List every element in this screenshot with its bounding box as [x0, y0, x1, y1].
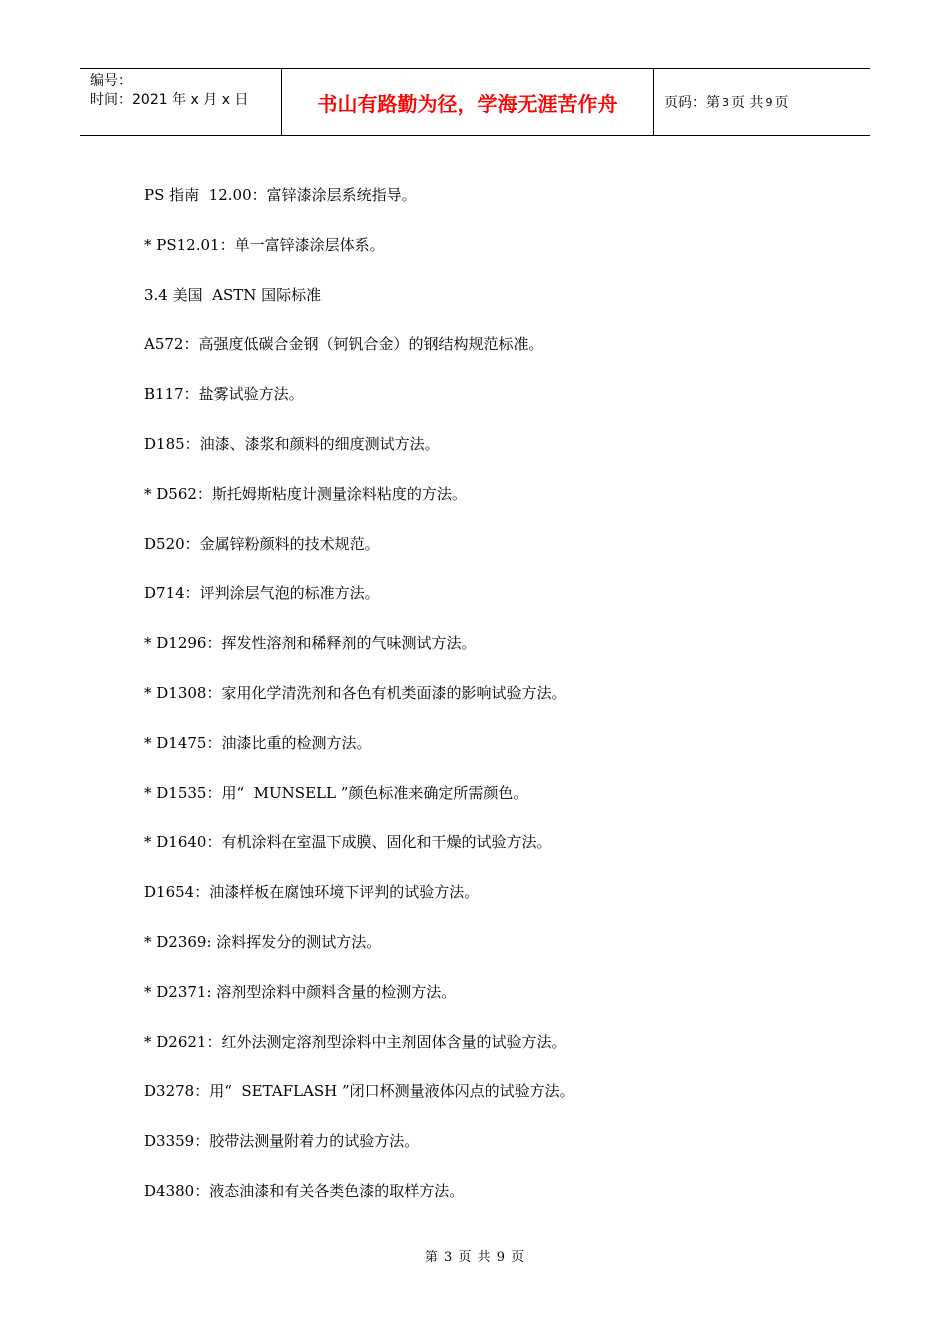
text-line: D3278：用“ SETAFLASH ”闭口杯测量液体闪点的试验方法。	[144, 1082, 575, 1101]
text-line: * D1640：有机涂料在室温下成膜、固化和干燥的试验方法。	[144, 833, 552, 852]
section-heading: 3.4 美国 ASTN 国际标准	[144, 285, 322, 304]
page-header	[80, 68, 870, 136]
text-line: D185：油漆、漆浆和颜料的细度测试方法。	[144, 434, 440, 453]
text-line: D3359：胶带法测量附着力的试验方法。	[144, 1132, 420, 1151]
page-current: 3	[722, 95, 729, 109]
text-line: B117：盐雾试验方法。	[144, 385, 304, 404]
time-label: 时间：2021 年 x 月 x 日	[90, 92, 249, 108]
text-line: D520：金属锌粉颜料的技术规范。	[144, 534, 380, 553]
text-line: * D2621：红外法测定溶剂型涂料中主剂固体含量的试验方法。	[144, 1032, 567, 1051]
page-suffix: 页	[774, 95, 789, 111]
number-label: 编号：	[90, 73, 132, 89]
page-mid: 页 共	[731, 95, 764, 111]
text-line: D4380：液态油漆和有关各类色漆的取样方法。	[144, 1181, 465, 1200]
text-line: PS 指南 12.00：富锌漆涂层系统指导。	[144, 186, 417, 204]
text-line: * PS12.01：单一富锌漆涂层体系。	[144, 235, 385, 254]
page-prefix: 页码：第	[664, 95, 720, 111]
text-line: * D562：斯托姆斯粘度计测量涂料粘度的方法。	[144, 484, 467, 503]
text-line: * D1296：挥发性溶剂和稀释剂的气味测试方法。	[144, 634, 477, 653]
text-line: * D1535：用“ MUNSELL ”颜色标准来确定所需颜色。	[144, 783, 529, 802]
page-total: 9	[765, 95, 773, 109]
page-footer: 第 3 页 共 9 页	[424, 1250, 526, 1265]
header-meta	[80, 69, 282, 135]
text-line: A572：高强度低碳合金钢（钶钒合金）的钢结构规范标准。	[144, 335, 544, 354]
text-line: * D2369: 涂料挥发分的测试方法。	[144, 932, 382, 951]
document-body	[144, 181, 844, 1227]
text-line: D714：评判涂层气泡的标准方法。	[144, 584, 380, 603]
text-line: D1654：油漆样板在腐蚀环境下评判的试验方法。	[144, 883, 480, 902]
text-line: * D1475：油漆比重的检测方法。	[144, 733, 372, 752]
header-page-info	[654, 69, 870, 135]
text-line: * D2371: 溶剂型涂料中颜料含量的检测方法。	[144, 982, 457, 1001]
header-motto: 书山有路勤为径，学海无涯苦作舟	[282, 69, 654, 135]
text-line: * D1308：家用化学清洗剂和各色有机类面漆的影响试验方法。	[144, 683, 567, 702]
